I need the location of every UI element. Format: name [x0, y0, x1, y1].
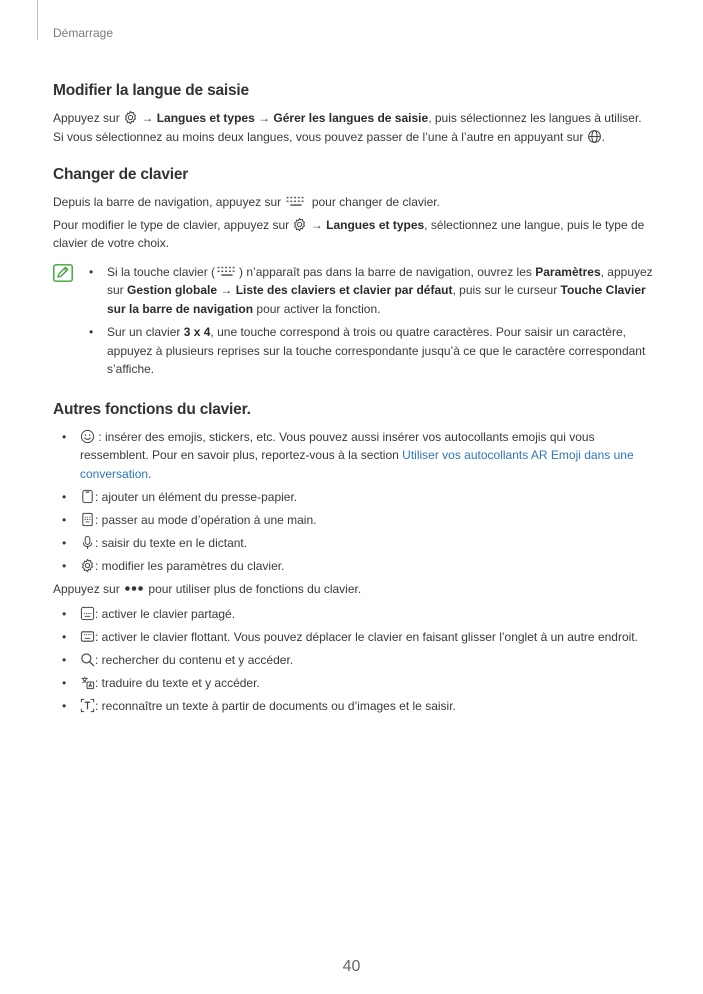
bold-gestion-globale: Gestion globale: [127, 283, 218, 297]
text: : rechercher du contenu et y accéder.: [95, 653, 294, 667]
floating-keyboard-icon: [80, 629, 95, 644]
text: Si la touche clavier (: [107, 264, 216, 279]
extract-text-icon: [80, 698, 95, 713]
text: pour changer de clavier.: [311, 195, 440, 209]
bold-parametres: Paramètres: [535, 264, 601, 279]
list-item-floating-keyboard: [53, 628, 653, 647]
text: , sélectionnez une langue, puis le type de clavier de votre choix.: [53, 217, 645, 250]
list-item-shared-keyboard: [53, 605, 653, 624]
bold-gerer-langues: Gérer les langues de saisie: [273, 111, 429, 125]
keyboard-icon: [215, 264, 239, 279]
keyboard-icon: [284, 194, 308, 209]
list-item-emoji: [53, 428, 653, 484]
heading-autres-fonctions: Autres fonctions du clavier.: [53, 400, 251, 418]
text: , une touche correspond à trois ou quatre caractères. Pour saisir un caractère, appuyez à plusieurs reprises sur la touche correspondante jusqu’à ce que le caractère correspondant s’affiche.: [107, 325, 646, 376]
arrow: →: [217, 283, 236, 297]
text: Appuyez sur: [53, 111, 120, 125]
search-icon: [80, 652, 95, 667]
paragraph-changer-1: [53, 193, 653, 212]
text: Pour modifier le type de clavier, appuyez sur: [53, 217, 290, 232]
arrow: →: [138, 111, 157, 125]
section-changer-clavier: [53, 166, 653, 379]
paragraph-changer-2: [53, 216, 653, 253]
section-autres-fonctions: [53, 401, 653, 716]
globe-icon: [587, 129, 602, 144]
note-item-touche-clavier: [80, 263, 653, 319]
text: .: [601, 129, 606, 144]
note-block: [53, 263, 653, 379]
text: : activer le clavier flottant. Vous pouvez déplacer le clavier en faisant glisser l’onglet à un autre endroit.: [95, 630, 638, 644]
text: ) n’apparaît pas dans la barre de navigation, ouvrez les: [239, 264, 532, 279]
list-item-translate: [53, 674, 653, 693]
one-hand-keyboard-icon: [80, 512, 95, 527]
text: pour activer la fonction.: [256, 301, 381, 316]
more-functions-list: [53, 605, 653, 716]
heading-changer-clavier: Changer de clavier: [53, 166, 189, 183]
text: Sur un clavier: [107, 325, 181, 339]
list-item-settings: [53, 557, 653, 576]
clipboard-icon: [80, 489, 95, 504]
text: : traduire du texte et y accéder.: [95, 676, 260, 690]
text: : reconnaître un texte à partir de documents ou d’images et le saisir.: [95, 699, 456, 713]
arrow: →: [254, 111, 274, 125]
translate-icon: [80, 675, 95, 690]
list-item-extract-text: [53, 697, 653, 716]
text: Depuis la barre de navigation, appuyez sur: [53, 195, 282, 209]
note-pencil-icon: [53, 264, 73, 282]
list-item-one-hand: [53, 511, 653, 530]
heading-modifier-langue: Modifier la langue de saisie: [53, 82, 249, 99]
shared-keyboard-icon: [80, 606, 95, 621]
page-content: [53, 82, 653, 720]
gear-icon: [123, 110, 138, 125]
functions-list: [53, 428, 653, 576]
paragraph-modifier-1: [53, 109, 653, 146]
bold-touche-clavier-nav: Touche Clavier sur la barre de navigation: [107, 283, 646, 316]
bold-liste-claviers: Liste des claviers et clavier par défaut: [235, 283, 453, 297]
page-number: 40: [342, 958, 361, 975]
header-rule: [37, 0, 38, 40]
text: : ajouter un élément du presse-papier.: [95, 489, 298, 504]
text: .: [148, 466, 152, 481]
text: Appuyez sur: [53, 581, 120, 596]
arrow: →: [307, 217, 327, 232]
text: : saisir du texte en le dictant.: [95, 535, 248, 550]
list-item-search: [53, 651, 653, 670]
bold-langues-et-types: Langues et types: [326, 217, 425, 232]
more-options-icon: [123, 581, 145, 596]
text: : passer au mode d’opération à une main.: [95, 512, 317, 527]
list-item-microphone: [53, 534, 653, 553]
text: , puis sélectionnez les langues à utiliser.: [428, 111, 642, 125]
bold-3x4: 3 x 4: [183, 325, 211, 339]
text: pour utiliser plus de fonctions du clavier.: [148, 581, 362, 596]
smiley-icon: [80, 429, 95, 444]
text: , appuyez sur: [107, 264, 653, 297]
section-modifier-langue: [53, 82, 653, 146]
gear-icon: [292, 217, 307, 232]
note-item-clavier-3x4: [80, 323, 653, 379]
link-ar-emoji[interactable]: Utiliser vos autocollants AR Emoji dans une conversation: [80, 448, 634, 481]
text: : activer le clavier partagé.: [95, 607, 236, 621]
microphone-icon: [80, 535, 95, 550]
bold-langues-et-types: Langues et types: [156, 111, 255, 125]
section-header: Démarrage: [53, 26, 114, 40]
text: : modifier les paramètres du clavier.: [95, 558, 285, 573]
text: , puis sur le curseur: [452, 283, 558, 297]
gear-icon: [80, 558, 95, 573]
text: : insérer des emojis, stickers, etc. Vous pouvez aussi insérer vos autocollants emojis qui vous ressemblent. Pour en savoir plus, reportez-vous à la section: [80, 429, 595, 462]
paragraph-more-options: [53, 580, 653, 599]
list-item-clipboard: [53, 488, 653, 507]
note-list: [80, 263, 653, 379]
text: Si vous sélectionnez au moins deux langues, vous pouvez passer de l’une à l’autre en appuyant sur: [53, 129, 584, 144]
